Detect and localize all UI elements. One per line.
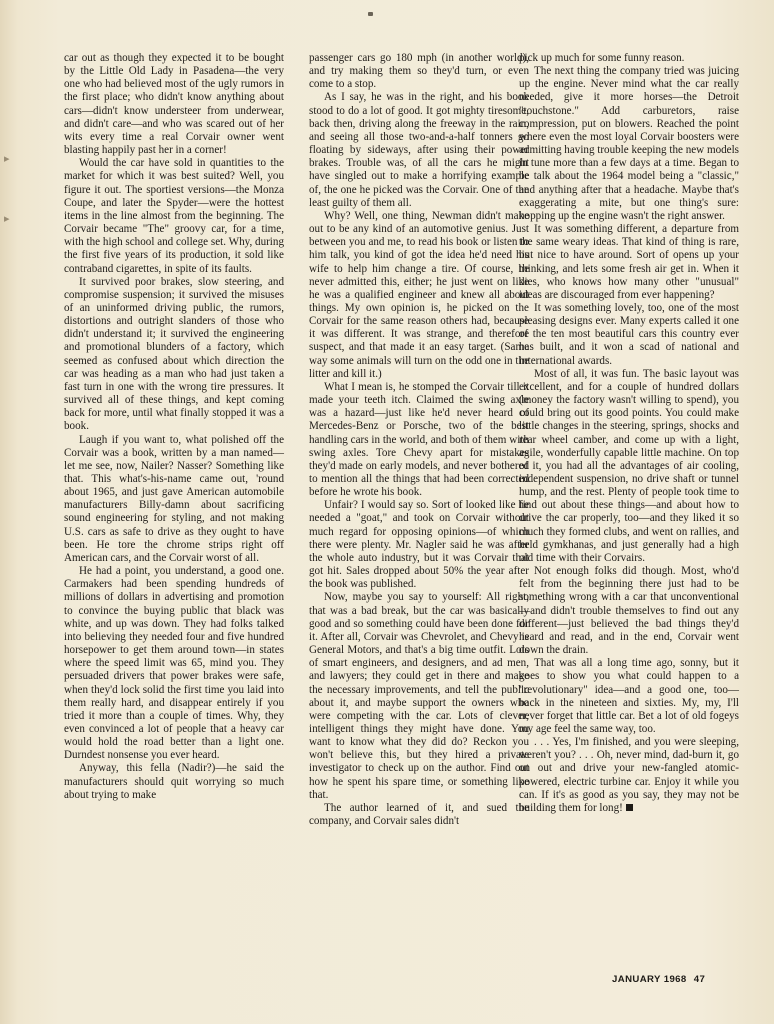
paragraph: passenger cars go 180 mph (in another world), and try making them so they'd turn, or even come to a stop. xyxy=(309,52,529,91)
paragraph: pick up much for some funny reason. xyxy=(519,52,685,64)
end-of-article-mark xyxy=(626,804,633,811)
paragraph: The next thing the company tried was juicing up the engine. Never mind what the car really needed, give it more horses—the Detroit "touchstone." Add carburetors, raise compression, put on blowers. Reached the point where even the most loyal Corvair boosters were admitting having trouble keeping the new models in tune more than a few days at a time. Began to be talk about the 1964 model being a "classic," and anything after that a headache. Maybe that's exaggerating a mite, but one thing's sure: hopping up the engine wasn't the right answer. xyxy=(519,65,739,222)
paragraph: It survived poor brakes, slow steering, and compromise suspension; it survived the misuses of an uninformed driving public, the rumors, distortions and outright slanders of those who didn't understand it; it survived the engineering and promotional blunders of a factory, which seemed as confused about which direction the car was heading as a man who had just taken a fast turn in one with the wrong tire pressures. It survived all of these things, and kept coming back for more, until what finally stopped it was a book. xyxy=(64,275,284,433)
paragraph: He had a point, you understand, a good one. Carmakers had been spending hundreds of millions of dollars in advertising and promotion to convince the buying public that black was white, and up was down. They had folks talked into believing they needed four and five hundred horsepower to get them around town—in states where the speed limit was 65, mind you. They persuaded drivers that power brakes were safe, when they'd lock solid the first time you laid into them really hard, and disappear entirely if you tried it more than a couple of times. Why, they even convinced a lot of people that a heavy car would hold the road better than a light one. Durndest nonsense you ever heard. xyxy=(64,565,284,762)
paragraph: Unfair? I would say so. Sort of looked like he needed a "goat," and took on Corvair without much regard for opposing opinions—of which there were plenty. Mr. Nagler said he was after the whole auto industry, but it was Corvair that got hit. Sales dropped about 50% the year after the book was published. xyxy=(309,499,529,591)
paragraph: Most of all, it was fun. The basic layout was excellent, and for a couple of hundred dollars (money the factory wasn't willing to spend), you could bring out its good points. You could make little changes in the steering, springs, shocks and rear wheel camber, and come up with a light, agile, wonderfully capable little machine. On top of it, you had all the advantages of air cooling, independent suspension, no drive shaft or tunnel hump, and the rest. Plenty of people took time to find out about these things—and about how to drive the car properly, too—and they liked it so much they formed clubs, and went on rallies, and held gymkhanas, and just generally had a high old time with their Corvairs. xyxy=(519,367,739,564)
paragraph: Why? Well, one thing, Newman didn't make out to be any kind of an automotive genius. Just between you and me, to read his book or listen to him talk, you kind of got the idea he'd need his wife to help him change a tire. Of course, he never admitted this, either; he just went on like he was a qualified engineer and knew all about things. My own opinion is, he picked on the Corvair for the same reason others had, because it was different. It was strange, and therefore suspect, and that made it an easy target. (Same way some animals will turn on the odd one in the litter and kill it.) xyxy=(309,209,529,380)
paragraph: Would the car have sold in quantities to the market for which it was best suited? Well, you figure it out. The sportiest versions—the Monza Coupe, and later the Spyder—were the hottest items in the line almost from the beginning. The Corvair became "The" groovy car, for a time, with the high school and college set. Why, during the first five years of its production, it sold like contraband cigarettes, in spite of its faults. xyxy=(64,157,284,275)
page-number: 47 xyxy=(693,974,706,985)
margin-mark: ▸ xyxy=(4,213,10,225)
article-column-3 xyxy=(519,52,739,815)
paragraph: That was all a long time ago, sonny, but it goes to show you what could happen to a "revolutionary" idea—and a good one, too—back in the nineteen and sixties. My, my, I'll never forget that little car. Bet a lot of old fogeys my age feel the same way, too. xyxy=(519,657,739,735)
paragraph: Laugh if you want to, what polished off the Corvair was a book, written by a man named—let me see, now, Nailer? Nasser? Something like that. This what's-his-name came out, 'round about 1965, and just gave American automobile manufacturers Billy-damn about sacrificing sound engineering for styling, and not making U.S. cars as safe to drive as they ought to have been. He tore the chrome strips right off American cars, and the Corvair worst of all. xyxy=(64,433,284,564)
page-mark xyxy=(368,12,373,16)
paragraph: Now, maybe you say to yourself: All right, that was a bad break, but the car was basically good and so something could have been done for it. After all, Corvair was Chevrolet, and Chevy is General Motors, and that's a big time outfit. Lots of smart engineers, and designers, and ad men, and lawyers; they could get in there and make the necessary improvements, and tell the public about it, and maybe support the owners who were competing with the car. Lots of clever, intelligent things they might have done. You want to know what they did do? Reckon you won't believe this, but they hired a private investigator to check up on the author. Find out how he spent his spare time, or something like that. xyxy=(309,591,529,801)
article-column-2 xyxy=(309,52,529,828)
paragraph: Anyway, this fella (Nadir?)—he said the manufacturers should quit worrying so much about trying to make xyxy=(64,762,284,801)
paragraph: The author learned of it, and sued the company, and Corvair sales didn't xyxy=(309,801,529,828)
paragraph-final xyxy=(519,736,739,815)
paragraph: It was something different, a departure from the same weary ideas. That kind of thing is rare, but nice to have around. Sort of opens up your thinking, and lets some fresh air get in. When it dies, who knows how many other "unusual" ideas are discouraged from ever happening? xyxy=(519,223,739,301)
paragraph: It was something lovely, too, one of the most pleasing designs ever. Many experts called it one of the ten most beautiful cars this country ever has built, and it won a scad of national and international awards. xyxy=(519,301,739,367)
page-footer xyxy=(612,974,709,985)
article-column-1 xyxy=(64,52,284,802)
paragraph: What I mean is, he stomped the Corvair till it made your teeth itch. Claimed the swing axle was a hazard—just like he'd never heard of Mercedes-Benz or Porsche, two of the best handling cars in the world, and both of them with swing axles. Tore Chevy apart for mistakes they'd made on early models, and never bothered to mention all the things that had been corrected before he wrote his book. xyxy=(309,380,529,499)
final-paragraph-text: . . . Yes, I'm finished, and you were sleeping, weren't you? . . . Oh, never mind, dad-burn it, go on out and drive your new-fangled atomic-powered, electric turbine car. Enjoy it while you can. If it's as good as you say, they may not be building them for long! xyxy=(519,736,739,814)
paragraph: car out as though they expected it to be bought by the Little Old Lady in Pasadena—the very one who had believed most of the ugly rumors in the first place; who didn't know anything about cars—didn't know understeer from underwear, and didn't care—and who was scared out of her wits every time a real Corvair owner went blasting happily past her in a corner! xyxy=(64,52,284,157)
paragraph: As I say, he was in the right, and his book stood to do a lot of good. It got mighty tiresome, back then, driving along the freeway in the rain, and seeing all those two-and-a-half tonners go floating by sideways, after using their power brakes. Trouble was, of all the cars he might have singled out to make a horrifying example of, the one he picked was the Corvair. One of the least guilty of them all. xyxy=(309,91,529,209)
issue-date: JANUARY 1968 xyxy=(612,974,687,985)
paragraph: Not enough folks did though. Most, who'd felt from the beginning there just had to be something wrong with a car that unconventional—and didn't trouble themselves to find out any different—just believed the bad things they'd heard and read, and in the end, Corvair went down the drain. xyxy=(519,565,739,657)
margin-mark: ▸ xyxy=(4,153,10,165)
